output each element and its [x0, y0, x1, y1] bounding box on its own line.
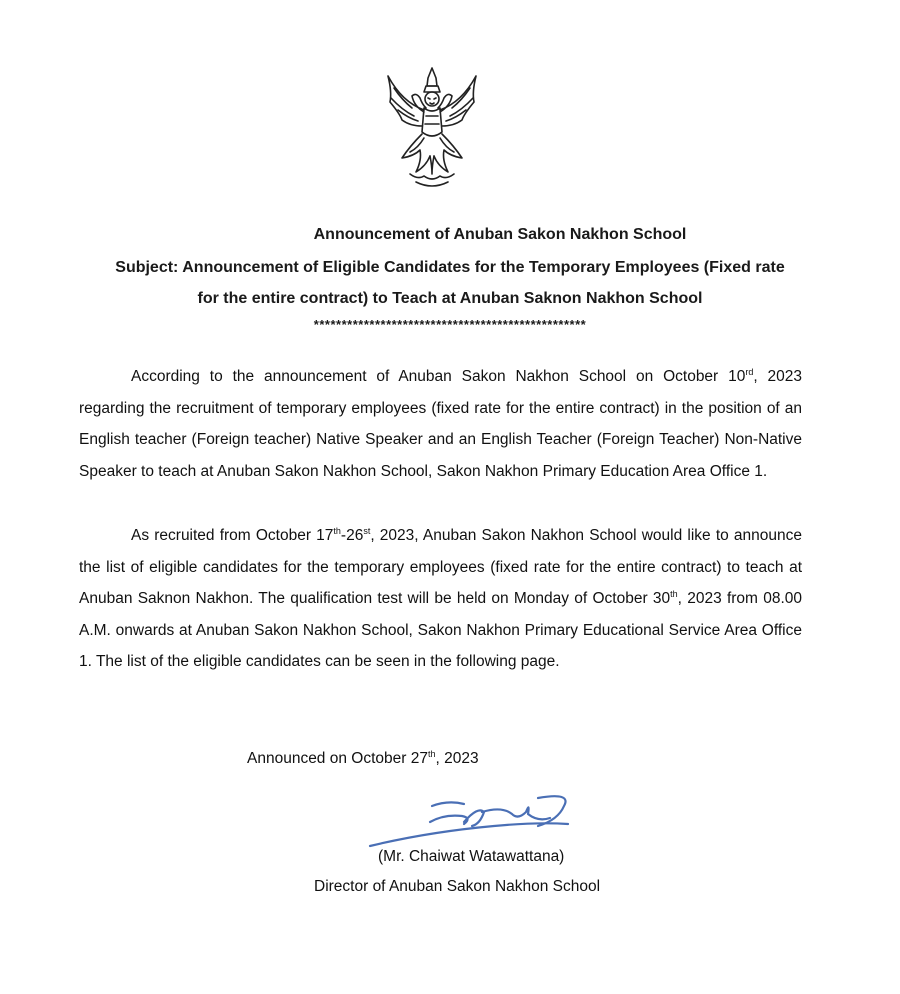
subject-line-2: for the entire contract) to Teach at Anuban Saknon Nakhon School [197, 290, 703, 307]
paragraph-1 [79, 361, 802, 487]
paragraph-1-text-b: , 2023 regarding the recruitment of temporary employees (fixed rate for the entire contract) in the position of an English teacher (Foreign teacher) Native Speaker and an English Teacher (Foreign Teacher) Non-Native Speaker to teach at Anuban Sakon Nakhon School, Sakon Nakhon Primary Education Area Office 1. [79, 368, 802, 480]
asterisk-divider: ************************************************* [313, 317, 587, 332]
signatory-name: (Mr. Chaiwat Watawattana) [378, 848, 565, 865]
handwritten-signature [368, 792, 578, 852]
signatory-title: Director of Anuban Sakon Nakhon School [314, 878, 601, 895]
paragraph-2-text-a: As recruited from October 17 [131, 527, 334, 544]
announcement-date [247, 750, 479, 768]
paragraph-2 [79, 520, 802, 678]
ordinal-suffix: st [363, 525, 371, 536]
ordinal-suffix: rd [745, 366, 754, 377]
paragraph-2-text-c: , 2023, Anuban Sakon Nakhon School would like to announce the list of eligible candidates for the temporary employees (fixed rate for the entire contract) to teach at Anuban Saknon Nakhon. The qualification test will be held on Monday of October 30 [79, 527, 802, 607]
garuda-emblem-icon [380, 62, 484, 194]
ordinal-suffix: th [427, 748, 436, 759]
paragraph-2-text-d: , 2023 from 08.00 A.M. onwards at Anuban Sakon Nakhon School, Sakon Nakhon Primary Educational Service Area Office 1. The list of the eligible candidates can be seen in the following page. [79, 590, 802, 670]
ordinal-suffix: th [670, 588, 678, 599]
announcement-title: Announcement of Anuban Sakon Nakhon School [313, 226, 687, 243]
announcement-date-text-a: Announced on October 27 [247, 750, 428, 767]
subject-line-1: Subject: Announcement of Eligible Candidates for the Temporary Employees (Fixed rate [115, 259, 785, 276]
announcement-date-text-b: , 2023 [435, 750, 479, 767]
paragraph-2-text-b: -26 [340, 527, 364, 544]
paragraph-1-text-a: According to the announcement of Anuban Sakon Nakhon School on October 10 [131, 368, 746, 385]
ordinal-suffix: th [333, 525, 341, 536]
